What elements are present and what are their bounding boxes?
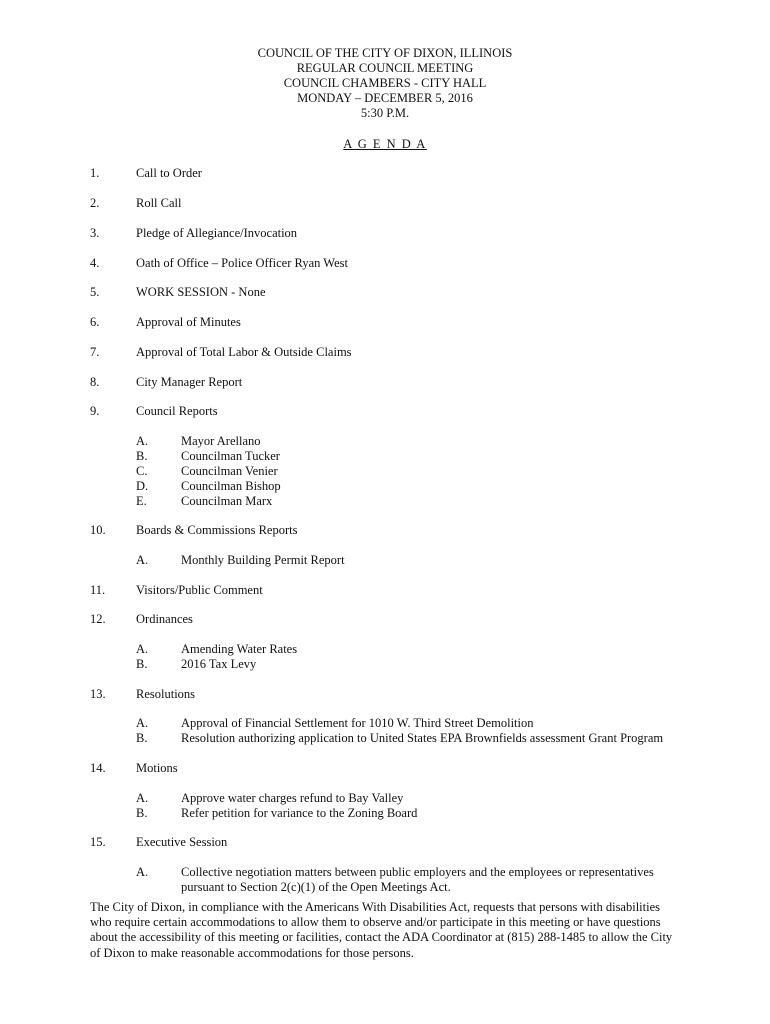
item-title: Approval of Total Labor & Outside Claims	[136, 345, 352, 359]
agenda-item	[0, 761, 770, 776]
sub-item	[0, 657, 770, 672]
agenda-item	[0, 583, 770, 598]
sub-item-text: Councilman Tucker	[181, 449, 280, 463]
item-number: 9.	[90, 404, 100, 418]
sub-item-letter: C.	[136, 464, 148, 478]
sub-item	[0, 865, 770, 880]
sub-item	[0, 642, 770, 657]
sub-item-continuation	[0, 880, 770, 895]
item-number: 1.	[90, 166, 100, 180]
ada-notice	[90, 900, 690, 961]
sub-item-text: Approve water charges refund to Bay Valley	[181, 791, 404, 805]
sub-item	[0, 449, 770, 464]
item-number: 8.	[90, 375, 100, 389]
sub-item-text: Approval of Financial Settlement for 1010 W. Third Street Demolition	[181, 716, 534, 730]
header-council-name: COUNCIL OF THE CITY OF DIXON, ILLINOIS	[257, 46, 513, 60]
item-number: 3.	[90, 226, 100, 240]
item-number: 5.	[90, 285, 100, 299]
agenda-item	[0, 256, 770, 271]
agenda-item	[0, 375, 770, 390]
sub-item-text: Councilman Venier	[181, 464, 278, 478]
item-number: 14.	[90, 761, 106, 775]
agenda-item	[0, 404, 770, 419]
agenda-item	[0, 612, 770, 627]
sub-item-letter: B.	[136, 657, 148, 671]
item-title: City Manager Report	[136, 375, 243, 389]
sub-item-letter: E.	[136, 494, 147, 508]
sub-item-letter: B.	[136, 806, 148, 820]
item-title: Call to Order	[136, 166, 202, 180]
sub-item-text: Collective negotiation matters between public employers and the employees or representatives	[181, 865, 654, 879]
sub-item-letter: A.	[136, 642, 149, 656]
item-title: Roll Call	[136, 196, 182, 210]
sub-item-text: pursuant to Section 2(c)(1) of the Open Meetings Act.	[181, 880, 451, 894]
item-title: Resolutions	[136, 687, 196, 701]
item-number: 11.	[90, 583, 106, 597]
item-title: Council Reports	[136, 404, 218, 418]
item-title: Pledge of Allegiance/Invocation	[136, 226, 298, 240]
sub-item-text: Resolution authorizing application to United States EPA Brownfields assessment Grant Program	[181, 731, 664, 745]
sub-item-letter: A.	[136, 791, 149, 805]
sub-item-text: 2016 Tax Levy	[181, 657, 257, 671]
sub-item-text: Councilman Marx	[181, 494, 273, 508]
sub-item	[0, 716, 770, 731]
item-number: 7.	[90, 345, 100, 359]
ada-notice-line: of Dixon to make reasonable accommodations for those persons.	[90, 945, 414, 960]
sub-item	[0, 553, 770, 568]
sub-item-text: Monthly Building Permit Report	[181, 553, 345, 567]
item-title: Visitors/Public Comment	[136, 583, 263, 597]
agenda-item	[0, 196, 770, 211]
agenda-item	[0, 687, 770, 702]
agenda-item	[0, 285, 770, 300]
agenda-item	[0, 166, 770, 181]
sub-item-text: Amending Water Rates	[181, 642, 298, 656]
agenda-item	[0, 315, 770, 330]
agenda-item	[0, 835, 770, 850]
sub-item	[0, 494, 770, 509]
header-date: MONDAY – DECEMBER 5, 2016	[297, 91, 473, 105]
sub-item-text: Mayor Arellano	[181, 434, 261, 448]
sub-item-letter: A.	[136, 716, 149, 730]
agenda-item	[0, 226, 770, 241]
sub-item	[0, 806, 770, 821]
sub-item	[0, 434, 770, 449]
ada-notice-line: who require certain accommodations to allow them to observe and/or participate in this meeting or have questions	[90, 915, 661, 930]
header-meeting-type: REGULAR COUNCIL MEETING	[296, 61, 474, 75]
sub-item	[0, 791, 770, 806]
sub-item-letter: A.	[136, 865, 149, 879]
sub-item	[0, 479, 770, 494]
item-title: Approval of Minutes	[136, 315, 241, 329]
item-number: 13.	[90, 687, 106, 701]
sub-item-text: Refer petition for variance to the Zoning Board	[181, 806, 418, 820]
item-title: Boards & Commissions Reports	[136, 523, 298, 537]
item-number: 15.	[90, 835, 106, 849]
item-number: 4.	[90, 256, 100, 270]
header-location: COUNCIL CHAMBERS - CITY HALL	[283, 76, 487, 90]
agenda-title: A G E N D A	[343, 137, 427, 151]
header-time: 5:30 P.M.	[360, 106, 410, 120]
sub-item-letter: B.	[136, 731, 148, 745]
sub-item-letter: B.	[136, 449, 148, 463]
ada-notice-line: about the accessibility of this meeting or facilities, contact the ADA Coordinator at (815) 288-1485 to allow the City	[90, 930, 673, 945]
sub-item-letter: A.	[136, 553, 149, 567]
agenda-item	[0, 345, 770, 360]
item-number: 12.	[90, 612, 106, 626]
agenda-header	[0, 46, 770, 121]
agenda-item	[0, 523, 770, 538]
item-title: Ordinances	[136, 612, 193, 626]
sub-item-letter: D.	[136, 479, 149, 493]
item-title: WORK SESSION - None	[136, 285, 266, 299]
sub-item-letter: A.	[136, 434, 149, 448]
sub-item-text: Councilman Bishop	[181, 479, 281, 493]
sub-item	[0, 464, 770, 479]
item-title: Executive Session	[136, 835, 228, 849]
item-title: Oath of Office – Police Officer Ryan West	[136, 256, 348, 270]
sub-item	[0, 731, 770, 746]
item-number: 10.	[90, 523, 106, 537]
item-number: 6.	[90, 315, 100, 329]
item-number: 2.	[90, 196, 100, 210]
item-title: Motions	[136, 761, 178, 775]
ada-notice-line: The City of Dixon, in compliance with the Americans With Disabilities Act, requests that persons with disabilities	[90, 900, 661, 914]
